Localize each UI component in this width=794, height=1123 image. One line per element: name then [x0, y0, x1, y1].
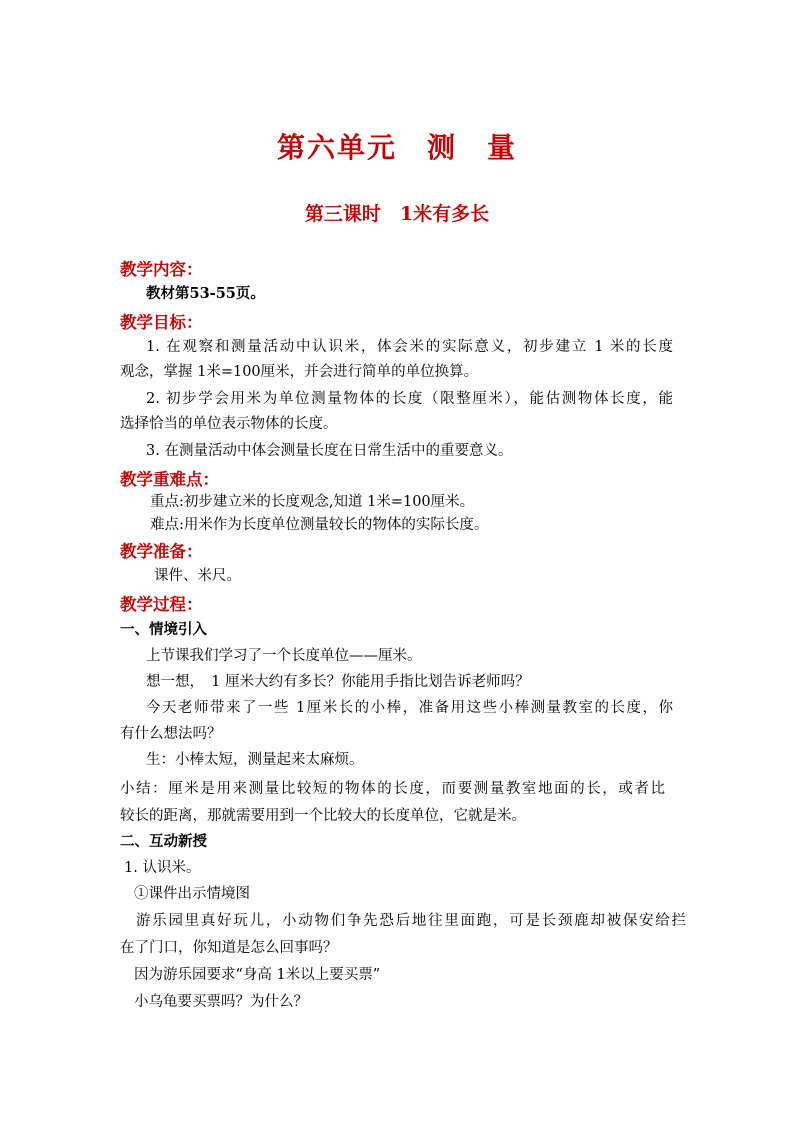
goal-2-line-1: 2. 初步学会用米为单位测量物体的长度（限整厘米），能估测物体长度，能 — [146, 391, 673, 407]
goal-3: 3. 在测量活动中体会测量长度在日常生活中的重要意义。 — [146, 443, 513, 459]
part-2-p3: 小乌龟要买票吗？为什么？ — [134, 994, 308, 1010]
key-point: 重点:初步建立米的长度观念,知道 1米=100厘米。 — [150, 494, 475, 510]
prep-heading: 教学准备： — [120, 542, 203, 561]
part-1-p2: 想一想， 1 厘米大约有多长？你能用手指比划告诉老师吗？ — [146, 674, 530, 690]
part-2-heading: 二、互动新授 — [120, 833, 207, 850]
part-2-p2: 因为游乐园要求“身高 1米以上要买票” — [134, 967, 381, 983]
part-1-p1: 上节课我们学习了一个长度单位——厘米。 — [146, 648, 422, 664]
goal-2-line-2: 选择恰当的单位表示物体的长度。 — [120, 416, 338, 432]
goal-1-line-2: 观念，掌握 1米=100厘米，并会进行简单的单位换算。 — [120, 364, 479, 380]
part-2-item-1: 1. 认识米。 — [124, 860, 201, 876]
part-1-p4: 生：小棒太短，测量起来太麻烦。 — [146, 752, 364, 768]
part-2-p1-line-1: 游乐园里真好玩儿，小动物们争先恐后地往里面跑，可是长颈鹿却被保安给拦 — [136, 913, 686, 929]
unit-title: 第六单元 测 量 — [276, 131, 517, 164]
prep-text: 课件、米尺。 — [154, 568, 241, 584]
summary-line-2: 较长的距离，那就需要用到一个比较大的长度单位，它就是米。 — [120, 808, 526, 824]
lesson-subtitle: 第三课时 1米有多长 — [304, 203, 490, 225]
content-heading: 教学内容： — [120, 260, 203, 279]
difficulty-point: 难点:用米作为长度单位测量较长的物体的实际长度。 — [150, 517, 489, 533]
part-1-heading: 一、情境引入 — [120, 621, 207, 638]
process-heading: 教学过程： — [120, 595, 203, 614]
key-heading: 教学重难点： — [120, 470, 219, 489]
part-2-p1-line-2: 在了门口，你知道是怎么回事吗？ — [120, 940, 338, 956]
part-2-sub-1: ①课件出示情境图 — [134, 886, 250, 902]
part-1-p3-line-1: 今天老师带来了一些 1厘米长的小棒，准备用这些小棒测量教室的长度，你 — [146, 700, 673, 716]
goal-1-line-1: 1. 在观察和测量活动中认识米，体会米的实际意义，初步建立 1 米的长度 — [146, 339, 673, 355]
part-1-p3-line-2: 有什么想法吗？ — [120, 726, 222, 742]
content-text: 教材第53-55页。 — [146, 285, 265, 302]
goals-heading: 教学目标： — [120, 313, 203, 332]
summary-line-1: 小结：厘米是用来测量比较短的物体的长度，而要测量教室地面的长，或者比 — [120, 781, 665, 797]
